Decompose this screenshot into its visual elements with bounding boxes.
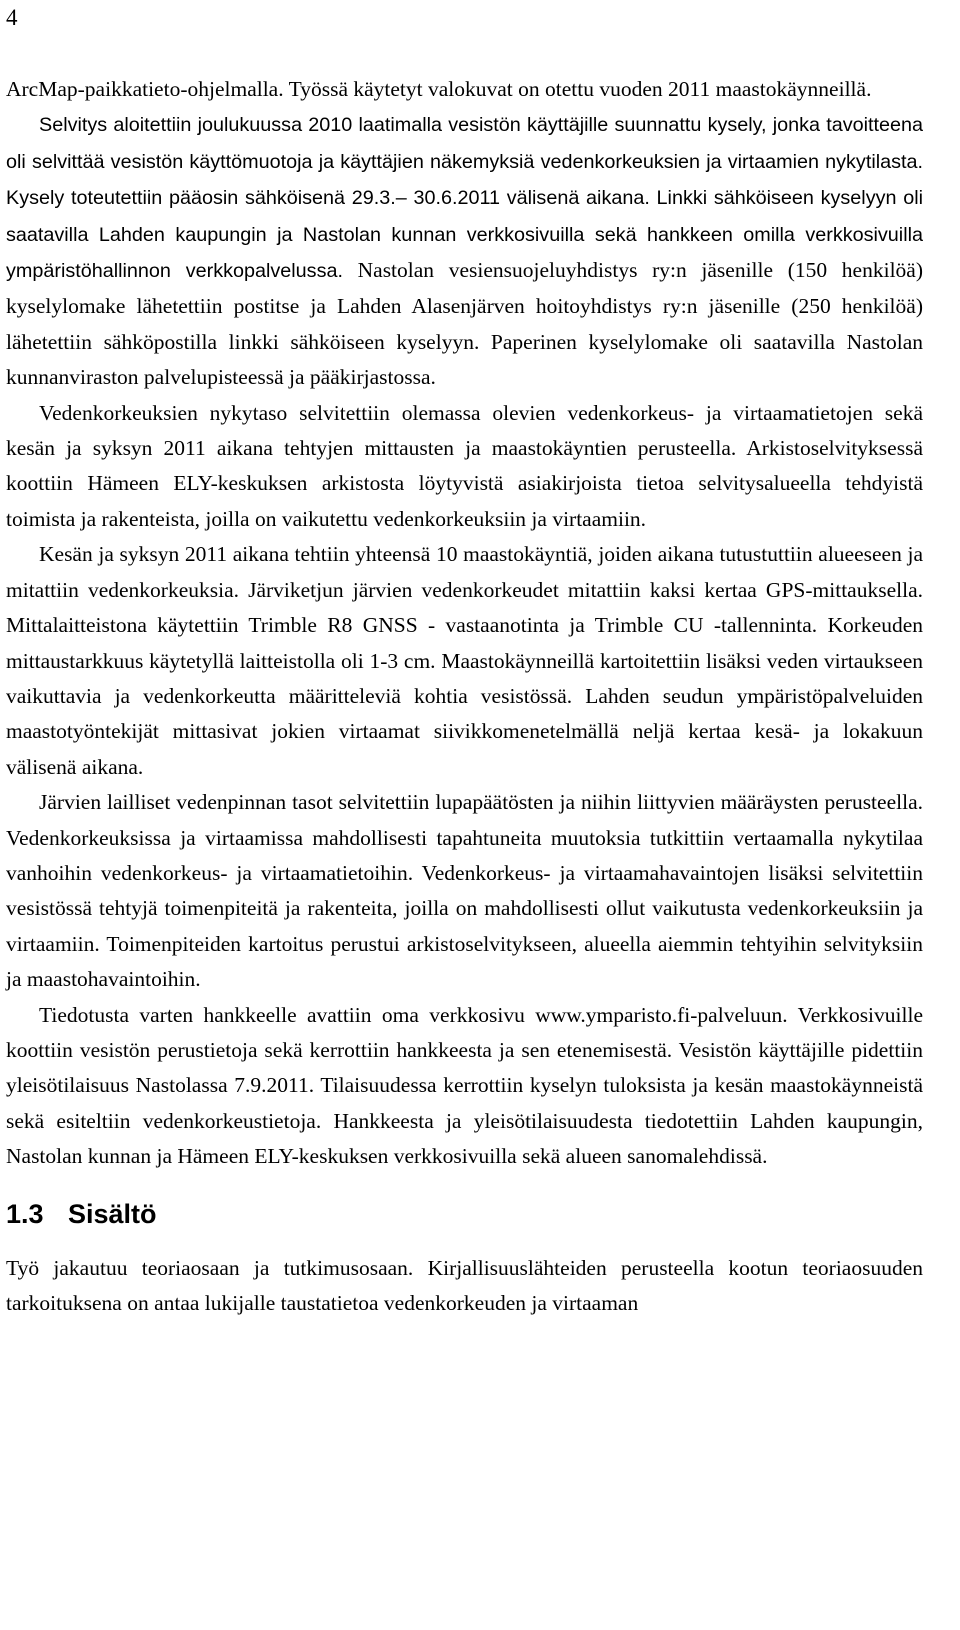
paragraph-text: Tiedotusta varten hankkeelle avattiin oma verkkosivu www.ymparisto.fi-palveluun. Verkkosivuille koottiin vesistön perustietoja sekä kerrottiin hankkeesta ja sen etenemisestä. Vesistön käyttäjille pidettiin yleisötilaisuus Nastolassa 7.9.2011. Tilaisuudessa kerrottiin kyselyn tuloksista ja kesän maastokäynneistä sekä esiteltiin vedenkorkeustietoja. Hankkeesta ja yleisötilaisuudesta tiedotettiin Lahden kaupungin, Nastolan kunnan ja Hämeen ELY-keskuksen verkkosivuilla sekä alueen sanomalehdissä. bbox=[6, 1002, 923, 1169]
paragraph-2 bbox=[6, 107, 923, 395]
section-title: Sisältö bbox=[68, 1198, 157, 1229]
paragraph-5 bbox=[6, 785, 923, 997]
paragraph-text: Työ jakautuu teoriaosaan ja tutkimusosaan. Kirjallisuuslähteiden perusteella kootun teoriaosuuden tarkoituksena on antaa lukijalle taustatietoa vedenkorkeuden ja virtaaman bbox=[6, 1255, 923, 1315]
paragraph-6 bbox=[6, 998, 923, 1175]
paragraph-3 bbox=[6, 396, 923, 538]
paragraph-text: Järvien lailliset vedenpinnan tasot selvitettiin lupapäätösten ja niihin liittyvien määräysten perusteella. Vedenkorkeuksissa ja virtaamissa mahdollisesti tapahtuneita muutoksia tutkittiin vertaamalla nykytilaa vanhoihin vedenkorkeus- ja virtaamatietoihin. Vedenkorkeus- ja virtaamahavaintojen lisäksi selvitettiin vesistössä tehtyjä toimenpiteitä ja rakenteita, joilla on mahdollisesti ollut vaikutusta vedenkorkeuksiin ja virtaamiin. Toimenpiteiden kartoitus perustui arkistoselvitykseen, alueella aiemmin tehtyihin selvityksiin ja maastohavaintoihin. bbox=[6, 790, 923, 992]
document-body bbox=[6, 72, 923, 1321]
paragraph-text: ArcMap-paikkatieto-ohjelmalla. Työssä käytetyt valokuvat on otettu vuoden 2011 maastokäynneillä. bbox=[6, 77, 872, 101]
paragraph-text: Kesän ja syksyn 2011 aikana tehtiin yhteensä 10 maastokäyntiä, joiden aikana tutustuttiin alueeseen ja mitattiin vedenkorkeuksia. Järviketjun järvien vedenkorkeudet mitattiin kaksi kertaa GPS-mittauksella. Mittalaitteistona käytettiin Trimble R8 GNSS - vastaanotinta ja Trimble CU -tallenninta. Korkeuden mittaustarkkuus käytetyllä laitteistolla oli 1-3 cm. Maastokäynneillä kartoitettiin lisäksi veden virtaukseen vaikuttavia ja vedenkorkeutta määritteleviä kohtia vesistössä. Lahden seudun ympäristöpalveluiden maastotyöntekijät mittasivat jokien virtaamat siivikkomenetelmällä neljä kertaa kesä- ja lokakuun välisenä aikana. bbox=[6, 542, 923, 779]
section-number: 1.3 bbox=[6, 1198, 44, 1229]
section-paragraph bbox=[6, 1251, 923, 1322]
page-number: 4 bbox=[6, 5, 18, 30]
paragraph-1 bbox=[6, 72, 923, 107]
paragraph-text: Vedenkorkeuksien nykytaso selvitettiin olemassa olevien vedenkorkeus- ja virtaamatietojen sekä kesän ja syksyn 2011 aikana tehtyjen mittausten ja maastokäyntien perusteella. Arkistoselvityksessä koottiin Hämeen ELY-keskuksen arkistosta löytyvistä asiakirjoista tietoa selvitysalueella tehdyistä toimista ja rakenteista, joilla on vaikutettu vedenkorkeuksiin ja virtaamiin. bbox=[6, 400, 923, 531]
paragraph-text-sans: Selvitys aloitettiin joulukuussa 2010 laatimalla vesistön käyttäjille suunnattu kysely, jonka tavoitteena oli selvittää vesistön käyttömuotoja ja käyttäjien näkemyksiä vedenkorkeuksien ja virtaamien nykytilasta. Kysely toteutettiin pääosin sähköisenä 29.3.– 30.6.2011 välisenä aikana. Linkki sähköiseen kyselyyn oli saatavilla Lahden kaupungin ja Nastolan kunnan verkkosivuilla sekä hankkeen omilla verkkosivuilla ympäristöhallinnon verkkopalvelussa. bbox=[6, 114, 923, 283]
paragraph-4 bbox=[6, 537, 923, 785]
section-heading bbox=[6, 1197, 923, 1231]
paragraph-text: Nastolan vesiensuojeluyhdistys ry:n jäsenille (150 henkilöä) kyselylomake lähetettiin postitse ja Lahden Alasenjärven hoitoyhdistys ry:n jäsenille (250 henkilöä) lähetettiin sähköpostilla linkki sähköiseen kyselyyn. Paperinen kyselylomake oli saatavilla Nastolan kunnanviraston palvelupisteessä ja pääkirjastossa. bbox=[6, 258, 923, 390]
